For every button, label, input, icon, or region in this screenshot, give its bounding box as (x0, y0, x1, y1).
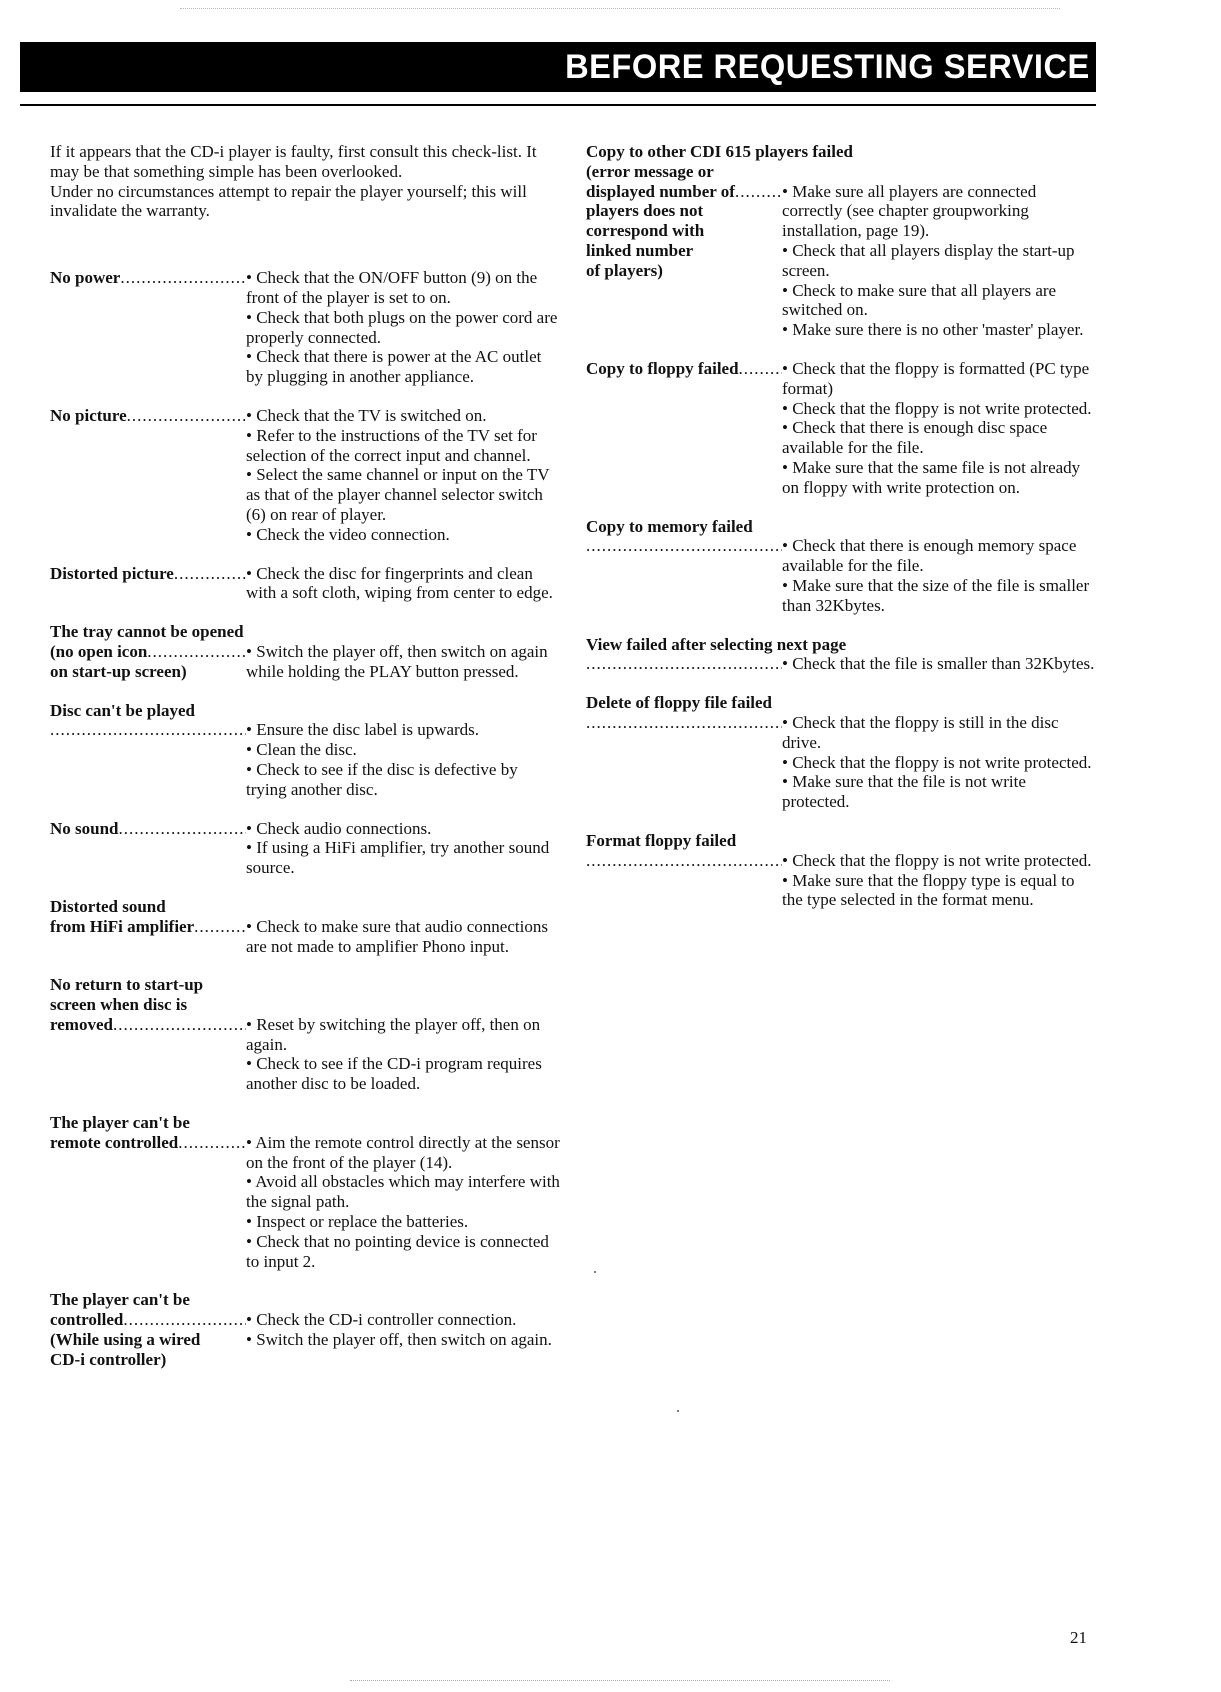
problem-heading: No return to start-up (50, 975, 204, 995)
leader-dots (119, 819, 246, 839)
problem-text: players does not (586, 201, 704, 221)
problem-heading: screen when disc is (50, 995, 188, 1015)
remedy-list (246, 819, 560, 878)
warranty-warning: Under no circumstances attempt to repair the player yourself; this will invalidate the warranty. (50, 181, 527, 221)
problem-text: linked number (586, 240, 694, 260)
problem-label (50, 819, 246, 878)
problem-label (50, 1310, 246, 1369)
leader-dots (123, 1310, 246, 1330)
header-rule (20, 104, 1096, 106)
leader-dots (739, 359, 782, 379)
problem-label (50, 642, 246, 682)
remedy-item: • Make sure that the same file is not already on floppy with write protection on. (782, 458, 1096, 498)
remedy-list (246, 1133, 560, 1272)
problem-text: displayed number of (586, 181, 735, 201)
problem-label (50, 720, 246, 799)
problem-label (50, 917, 246, 957)
scan-artifact-top (180, 8, 1060, 10)
remedy-item: • Check that the floppy is still in the disc drive. (782, 713, 1096, 753)
scan-speck (594, 1271, 596, 1273)
leader-dots (194, 917, 246, 937)
remedy-item: • Check that there is enough disc space available for the file. (782, 418, 1096, 458)
remedy-item: • Check the video connection. (246, 525, 560, 545)
intro (50, 142, 560, 221)
remedy-list (246, 720, 560, 799)
problem-text: from HiFi amplifier (50, 916, 195, 936)
right-column (586, 142, 1096, 929)
left-column (50, 142, 560, 1389)
leader-dots (586, 713, 782, 733)
troubleshoot-entry-no-return-startup (50, 975, 560, 1094)
problem-text: removed (50, 1014, 113, 1034)
problem-heading: Copy to memory failed (586, 516, 753, 536)
problem-label (50, 1133, 246, 1272)
remedy-item: • Select the same channel or input on the TV as that of the player channel selector switch (6) on rear of player. (246, 465, 560, 524)
troubleshoot-entry-distorted-picture (50, 564, 560, 604)
remedy-list (246, 406, 560, 545)
remedy-item: • Check that the floppy is not write protected. (782, 399, 1096, 419)
remedy-item: • Check that all players display the start-up screen. (782, 241, 1096, 281)
problem-text: No sound (50, 818, 119, 838)
troubleshoot-entry-no-power (50, 268, 560, 387)
problem-label (586, 536, 782, 615)
problem-label (586, 654, 782, 674)
remedy-item: • Make sure that the floppy type is equal to the type selected in the format menu. (782, 871, 1096, 911)
troubleshoot-entry-no-sound (50, 819, 560, 878)
troubleshoot-entry-copy-memory (586, 517, 1096, 616)
problem-label (586, 713, 782, 812)
remedy-list (246, 917, 560, 957)
page-title: BEFORE REQUESTING SERVICE (565, 47, 1091, 86)
remedy-item: • Avoid all obstacles which may interfere with the signal path. (246, 1172, 560, 1212)
problem-text: controlled (50, 1310, 124, 1330)
remedy-item: • Switch the player off, then switch on again while holding the PLAY button pressed. (246, 642, 560, 682)
problem-label (50, 406, 246, 545)
remedy-item: • Check to make sure that all players are switched on. (782, 281, 1096, 321)
problem-text: (While using a wired (50, 1330, 201, 1350)
remedy-list (246, 564, 560, 604)
leader-dots (174, 564, 246, 584)
problem-label (586, 359, 782, 498)
remedy-list (782, 536, 1096, 615)
remedy-list (782, 182, 1096, 340)
remedy-item: • Check that the file is smaller than 32Kbytes. (782, 654, 1096, 674)
remedy-list (782, 654, 1096, 674)
troubleshoot-entry-wired-controller (50, 1290, 560, 1369)
leader-dots (147, 642, 246, 662)
remedy-list (782, 713, 1096, 812)
problem-heading: (error message or (586, 161, 714, 181)
problem-text: Copy to floppy failed (586, 358, 739, 378)
remedy-list (782, 359, 1096, 498)
remedy-item: • Make sure all players are connected correctly (see chapter groupworking installation, page 19). (782, 182, 1096, 241)
problem-label (586, 182, 782, 340)
problem-heading: View failed after selecting next page (586, 634, 847, 654)
remedy-item: • Check that the ON/OFF button (9) on the front of the player is set to on. (246, 268, 560, 308)
remedy-item: • Make sure that the size of the file is smaller than 32Kbytes. (782, 576, 1096, 616)
troubleshoot-entry-remote-control (50, 1113, 560, 1271)
leader-dots (120, 268, 246, 288)
remedy-item: • Check that the floppy is not write protected. (782, 851, 1096, 871)
remedy-item: • Check that the TV is switched on. (246, 406, 560, 426)
remedy-item: • Clean the disc. (246, 740, 560, 760)
remedy-item: • Check that there is enough memory space available for the file. (782, 536, 1096, 576)
remedy-item: • Check to see if the disc is defective by trying another disc. (246, 760, 560, 800)
remedy-list (782, 851, 1096, 910)
remedy-item: • Make sure there is no other 'master' player. (782, 320, 1096, 340)
remedy-list (246, 1015, 560, 1094)
problem-heading: Format floppy failed (586, 830, 737, 850)
problem-text: correspond with (586, 221, 705, 241)
problem-label (50, 268, 246, 387)
problem-heading: Distorted sound (50, 896, 166, 916)
leader-dots (50, 720, 246, 740)
remedy-item: • Ensure the disc label is upwards. (246, 720, 560, 740)
remedy-item: • Make sure that the file is not write protected. (782, 772, 1096, 812)
remedy-list (246, 642, 560, 682)
problem-heading: Disc can't be played (50, 700, 195, 720)
remedy-item: • Check to see if the CD-i program requires another disc to be loaded. (246, 1054, 560, 1094)
problem-text: No power (50, 268, 121, 288)
problem-text: No picture (50, 405, 127, 425)
remedy-item: • Reset by switching the player off, then on again. (246, 1015, 560, 1055)
troubleshoot-entry-no-picture (50, 406, 560, 545)
problem-heading: The tray cannot be opened (50, 622, 244, 642)
page-number: 21 (1070, 1628, 1087, 1647)
troubleshoot-entry-tray-cannot-open (50, 622, 560, 681)
problem-text: on start-up screen) (50, 661, 187, 681)
troubleshoot-entry-format-floppy (586, 831, 1096, 910)
remedy-item: • Check that the floppy is not write protected. (782, 753, 1096, 773)
problem-text: remote controlled (50, 1132, 179, 1152)
leader-dots (586, 851, 782, 871)
remedy-item: • Check to make sure that audio connections are not made to amplifier Phono input. (246, 917, 560, 957)
problem-label (586, 851, 782, 910)
problem-text: Distorted picture (50, 563, 174, 583)
remedy-item: • Check that there is power at the AC outlet by plugging in another appliance. (246, 347, 560, 387)
problem-text: (no open icon (50, 641, 148, 661)
troubleshoot-entry-copy-floppy (586, 359, 1096, 498)
remedy-list (246, 1310, 560, 1369)
remedy-item: • Check the CD-i controller connection. (246, 1310, 560, 1330)
leader-dots (113, 1015, 246, 1035)
troubleshoot-entry-copy-other-players (586, 142, 1096, 340)
leader-dots (586, 536, 782, 556)
remedy-list (246, 268, 560, 387)
remedy-item: • Check the disc for fingerprints and clean with a soft cloth, wiping from center to edge. (246, 564, 560, 604)
remedy-item: • Check that both plugs on the power cord are properly connected. (246, 308, 560, 348)
problem-heading: The player can't be (50, 1290, 190, 1310)
leader-dots (127, 406, 246, 426)
leader-dots (735, 182, 782, 202)
intro-paragraph: If it appears that the CD-i player is faulty, first consult this check-list. It may be that something simple has been overlooked. (50, 142, 537, 181)
remedy-item: • Check audio connections. (246, 819, 560, 839)
problem-heading: The player can't be (50, 1113, 190, 1133)
remedy-item: • Check that the floppy is formatted (PC type format) (782, 359, 1096, 399)
remedy-item: • Refer to the instructions of the TV set for selection of the correct input and channel. (246, 426, 560, 466)
problem-label (50, 564, 246, 604)
remedy-item: • If using a HiFi amplifier, try another sound source. (246, 838, 560, 878)
troubleshoot-entry-distorted-sound (50, 897, 560, 956)
remedy-item: • Aim the remote control directly at the sensor on the front of the player (14). (246, 1133, 560, 1173)
problem-text: of players) (586, 260, 663, 280)
remedy-item: • Switch the player off, then switch on again. (246, 1330, 560, 1350)
remedy-item: • Inspect or replace the batteries. (246, 1212, 560, 1232)
problem-label (50, 1015, 246, 1094)
leader-dots (586, 654, 782, 674)
problem-heading: Delete of floppy file failed (586, 693, 773, 713)
problem-text: CD-i controller) (50, 1349, 167, 1369)
troubleshoot-entry-view-failed (586, 635, 1096, 675)
troubleshoot-entry-delete-floppy (586, 693, 1096, 812)
leader-dots (178, 1133, 246, 1153)
title-banner (20, 42, 1096, 92)
scan-artifact-bottom (350, 1680, 890, 1682)
remedy-item: • Check that no pointing device is connected to input 2. (246, 1232, 560, 1272)
scan-speck (677, 1410, 679, 1412)
troubleshoot-entry-disc-cant-play (50, 701, 560, 800)
problem-heading: Copy to other CDI 615 players failed (586, 142, 853, 161)
